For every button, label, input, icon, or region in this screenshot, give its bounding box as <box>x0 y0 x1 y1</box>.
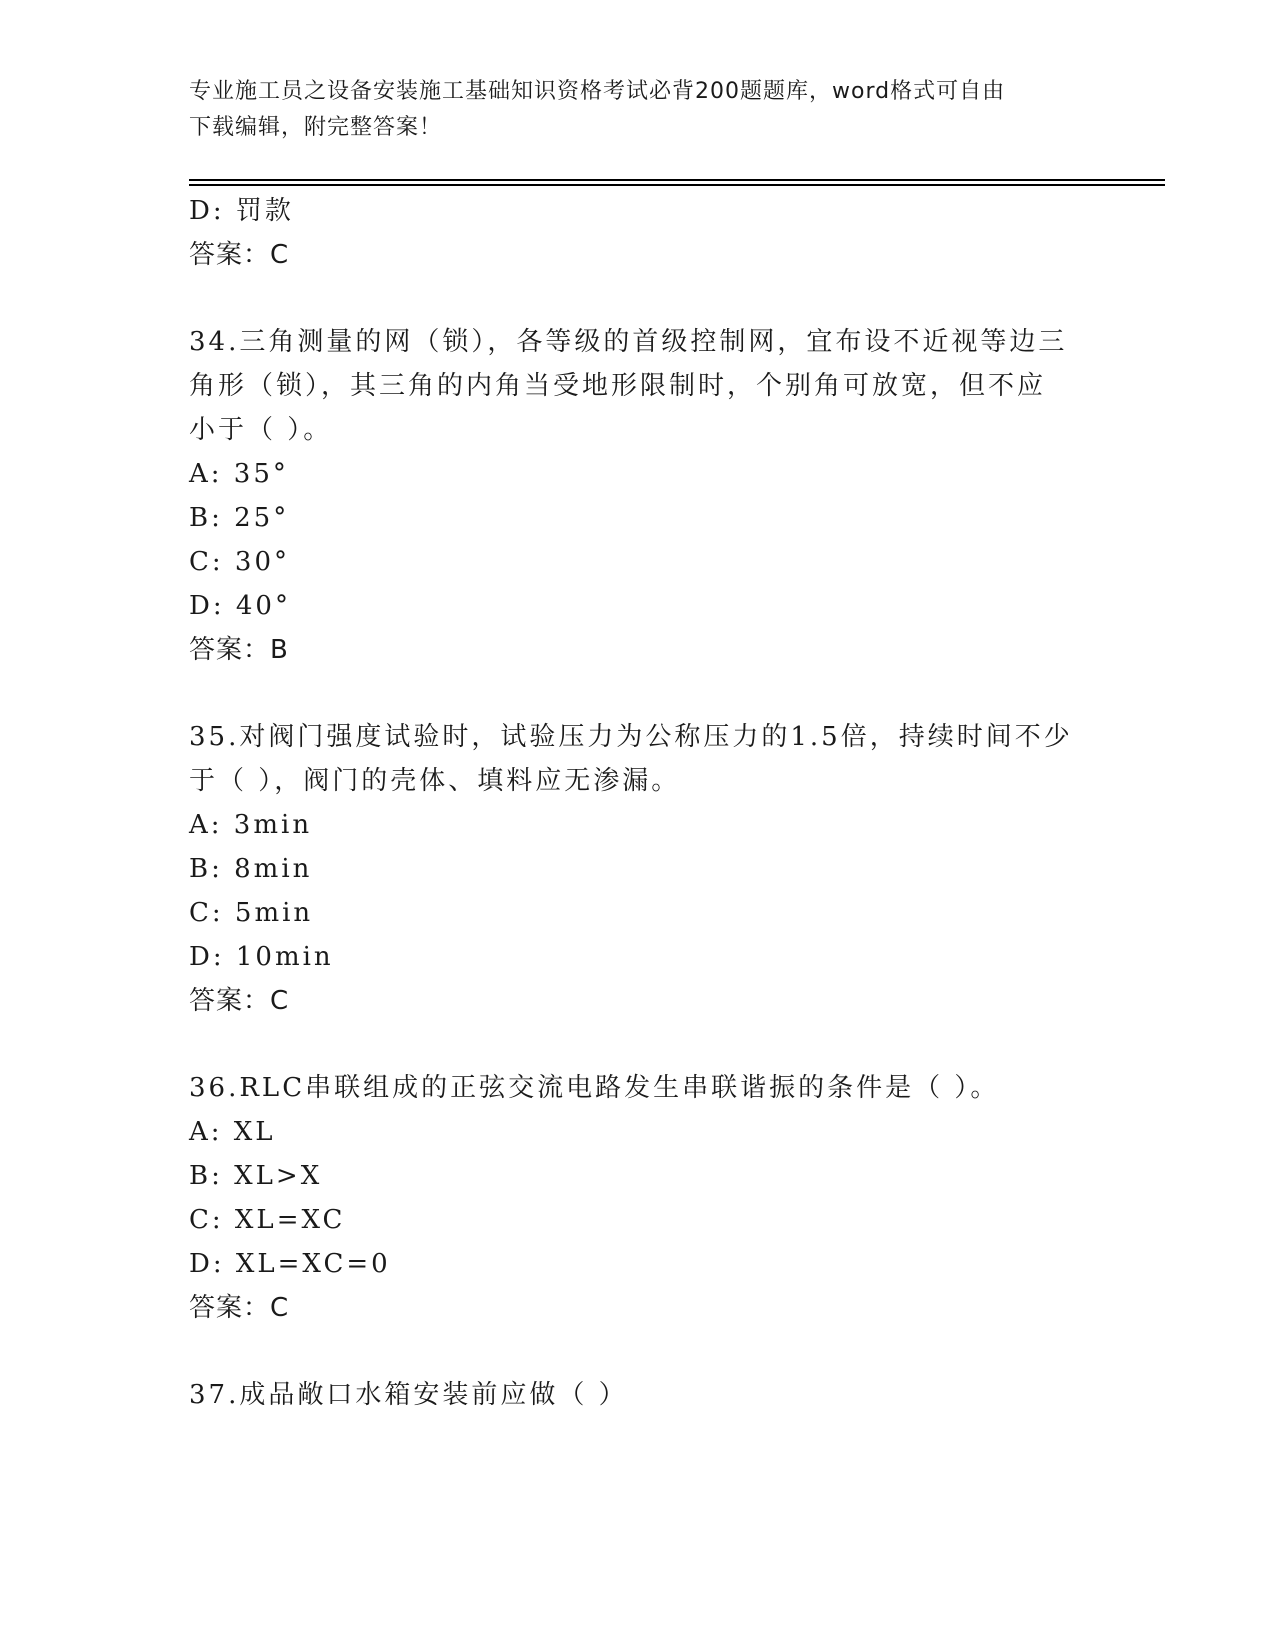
question-34-option-d: D: 40° <box>189 591 291 621</box>
answer-line: 答案：C <box>189 240 290 270</box>
question-35-option-a: A: 3min <box>189 810 313 840</box>
question-36-option-b: B: XL>X <box>189 1161 323 1191</box>
question-34-answer: 答案：B <box>189 635 289 665</box>
question-35-stem-line-2: 于（ ），阀门的壳体、填料应无渗漏。 <box>189 766 681 796</box>
question-35-option-d: D: 10min <box>189 942 334 972</box>
question-36-option-a: A: XL <box>189 1117 276 1147</box>
question-34-option-c: C: 30° <box>189 547 291 577</box>
header-divider-top <box>189 179 1165 181</box>
question-34-stem-line-3: 小于（ ）。 <box>189 415 333 445</box>
document-header <box>189 74 1089 146</box>
question-34-option-a: A: 35° <box>189 459 289 489</box>
question-37-stem-line-1: 37.成品敞口水箱安装前应做（ ） <box>189 1380 628 1410</box>
header-divider-bottom <box>189 184 1165 186</box>
question-36-stem-line-1: 36.RLC串联组成的正弦交流电路发生串联谐振的条件是（ ）。 <box>189 1073 1000 1103</box>
header-line-1: 专业施工员之设备安装施工基础知识资格考试必背200题题库，word格式可自由 <box>189 79 1006 104</box>
question-35-stem-line-1: 35.对阀门强度试验时，试验压力为公称压力的1.5倍，持续时间不少 <box>189 722 1073 752</box>
question-35-option-b: B: 8min <box>189 854 313 884</box>
question-34-stem-line-1: 34.三角测量的网（锁），各等级的首级控制网，宜布设不近视等边三 <box>189 327 1068 357</box>
question-35-option-c: C: 5min <box>189 898 314 928</box>
question-36-answer: 答案：C <box>189 1293 290 1323</box>
header-line-2: 下载编辑，附完整答案！ <box>189 115 443 140</box>
question-36-option-c: C: XL=XC <box>189 1205 346 1235</box>
option-d: D: 罚款 <box>189 196 294 226</box>
question-34-stem-line-2: 角形（锁），其三角的内角当受地形限制时，个别角可放宽，但不应 <box>189 371 1047 401</box>
question-34-option-b: B: 25° <box>189 503 290 533</box>
question-35-answer: 答案：C <box>189 986 290 1016</box>
question-36-option-d: D: XL=XC=0 <box>189 1249 391 1279</box>
